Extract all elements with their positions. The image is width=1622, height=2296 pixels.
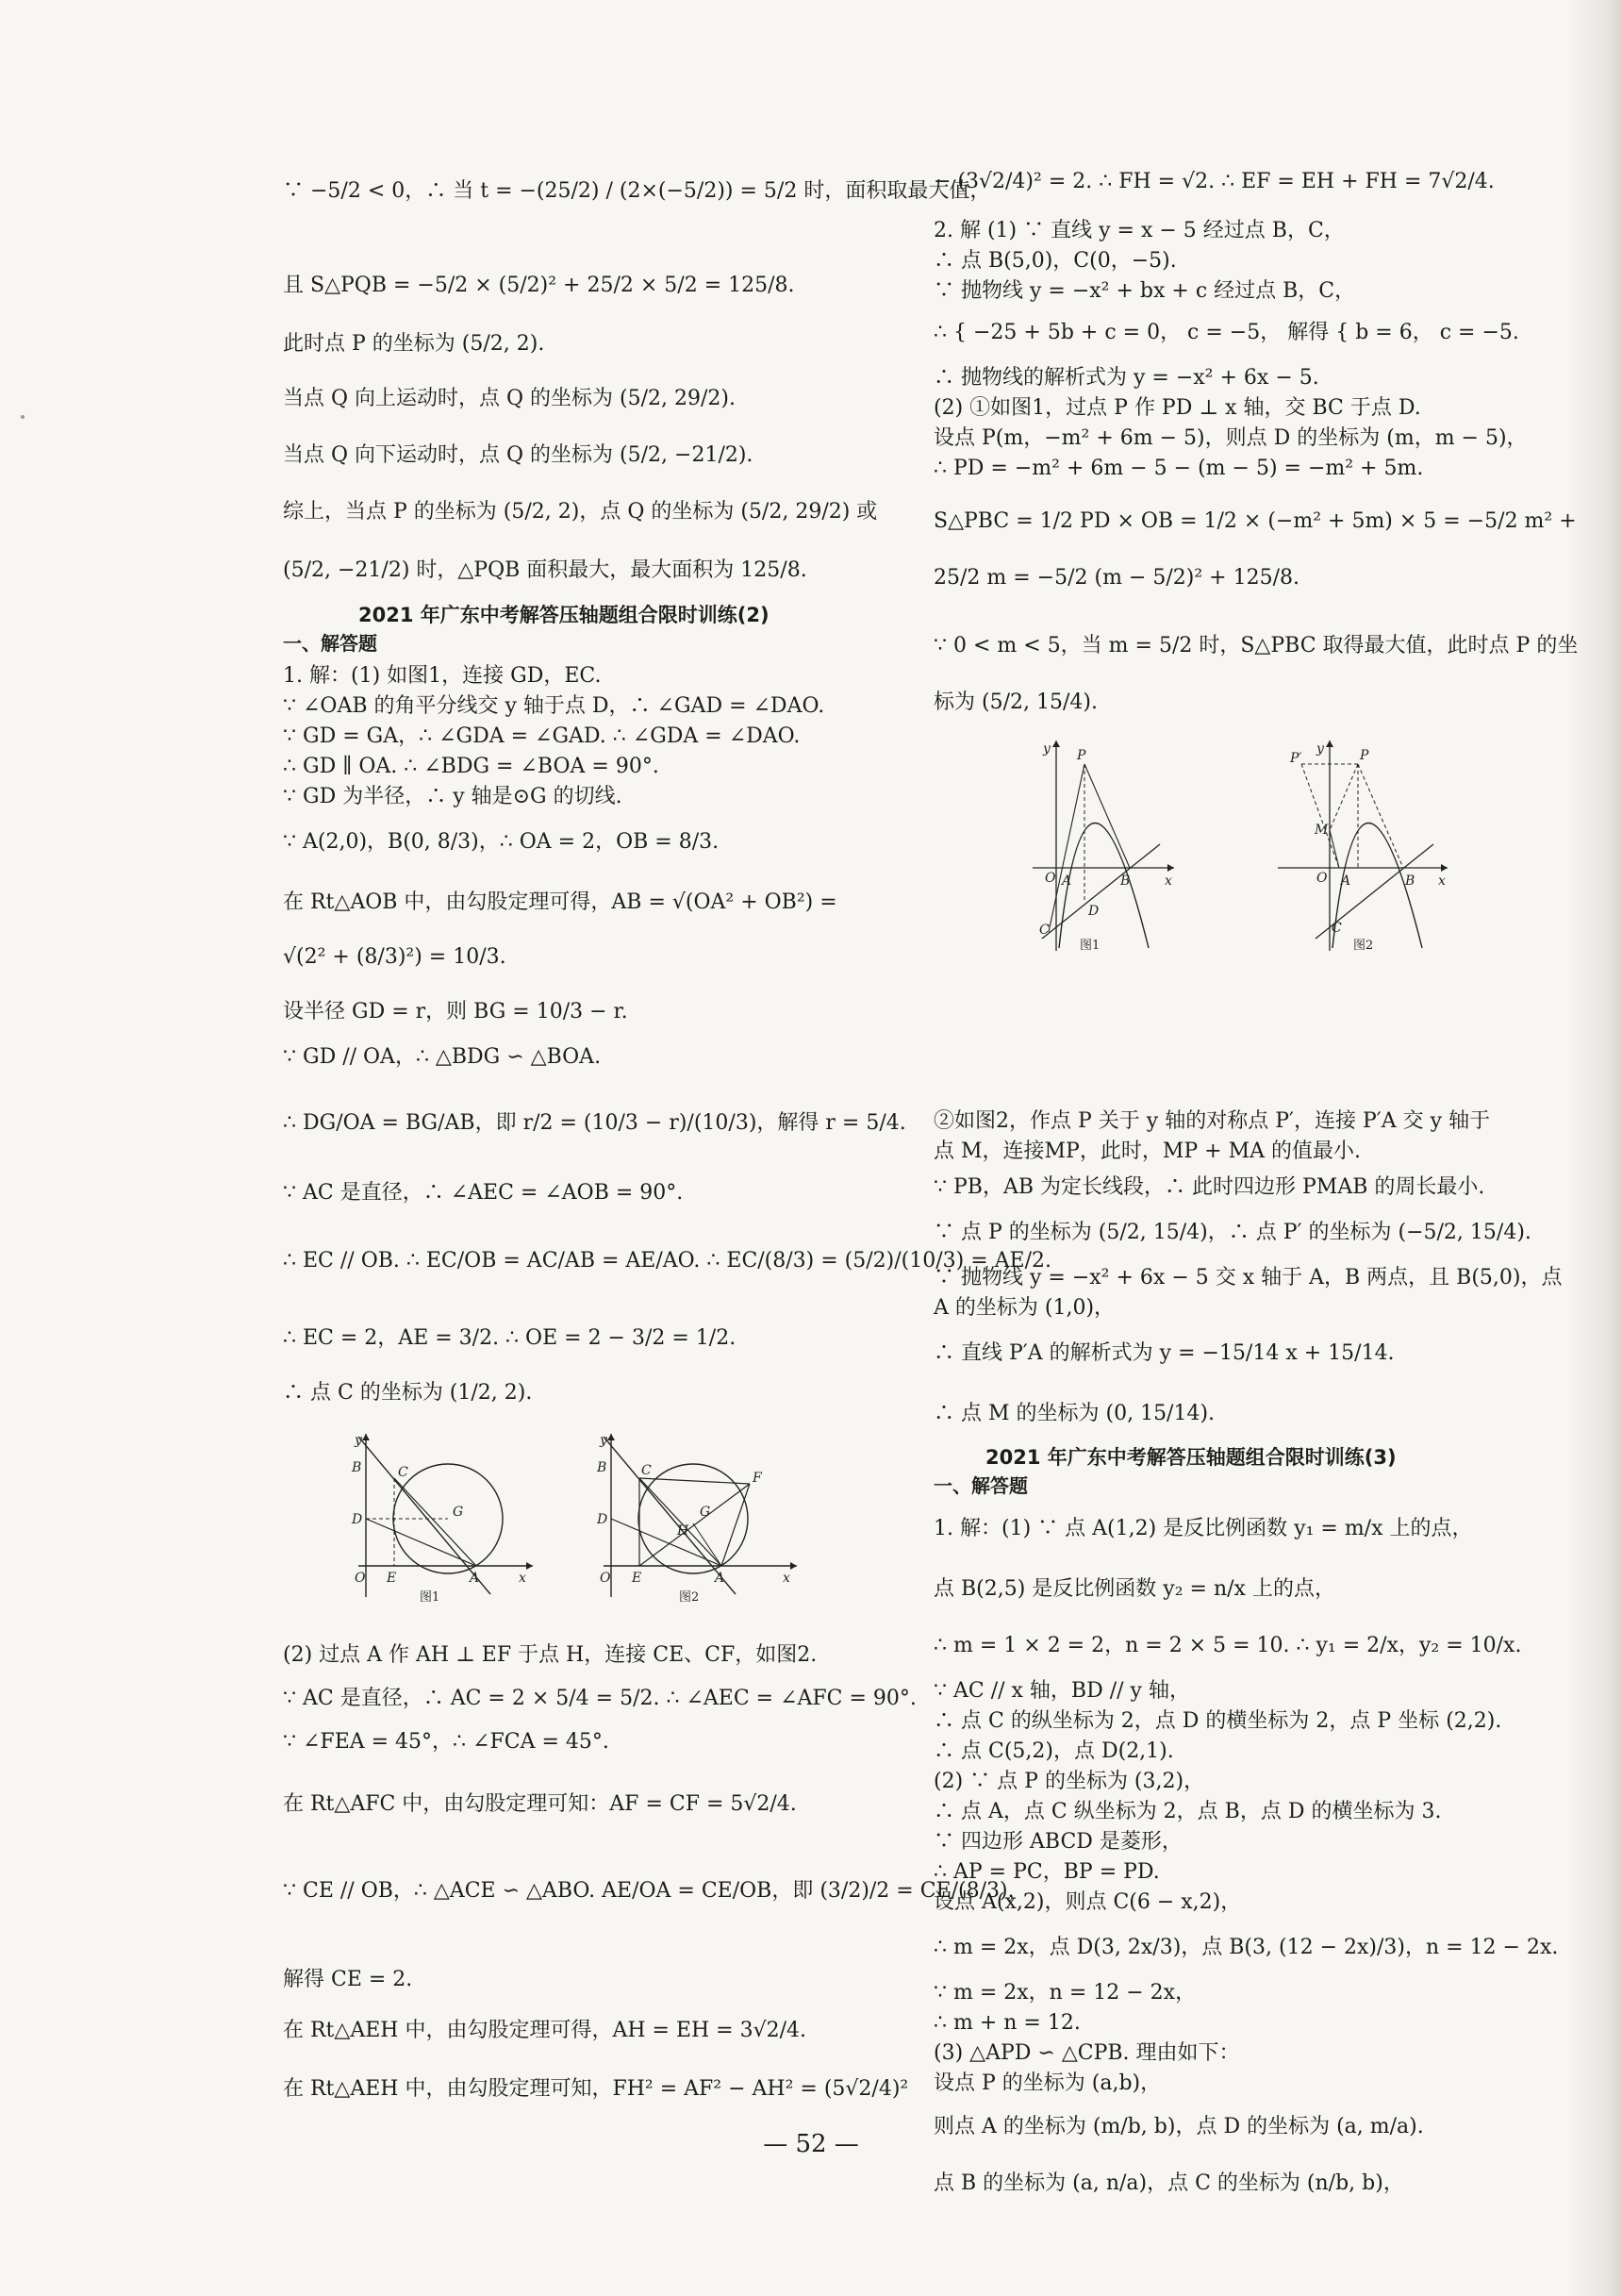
text-line: (3) △APD ∽ △CPB. 理由如下： [934, 2041, 1240, 2065]
text-line: S△PBC = 1/2 PD × OB = 1/2 × (−m² + 5m) × 5 = −5/2 m² + [934, 509, 1577, 533]
text-line: ∴ GD ∥ OA. ∴ ∠BDG = ∠BOA = 90°. [283, 755, 659, 778]
svg-text:y: y [1316, 741, 1324, 757]
svg-text:H: H [677, 1523, 689, 1539]
text-line: 25/2 m = −5/2 (m − 5/2)² + 125/8. [934, 566, 1299, 590]
text-line: 在 Rt△AOB 中，由勾股定理可得，AB = √(OA² + OB²) = [283, 890, 837, 914]
text-line: 设点 A(x,2)，则点 C(6 − x,2)， [934, 1890, 1242, 1914]
text-line: 设半径 GD = r，则 BG = 10/3 − r. [283, 1000, 628, 1023]
parabola-figure-1 [1028, 736, 1179, 958]
text-line: (2) 过点 A 作 AH ⊥ EF 于点 H，连接 CE、CF，如图2. [283, 1643, 818, 1667]
geometry-figure-1 [349, 1429, 538, 1614]
figure-caption: 图2 [1353, 939, 1374, 953]
svg-text:M: M [1315, 823, 1329, 838]
svg-text:C: C [398, 1465, 408, 1480]
text-line: ∵ AC 是直径，∴ AC = 2 × 5/4 = 5/2. ∴ ∠AEC = ∠AFC = 90°. [283, 1687, 917, 1710]
text-line: 在 Rt△AEH 中，由勾股定理可得，AH = EH = 3√2/4. [283, 2019, 807, 2042]
text-line: 在 Rt△AFC 中，由勾股定理可知：AF = CF = 5√2/4. [283, 1792, 797, 1816]
text-line: ∵ 点 P 的坐标为 (5/2, 15/4)，∴ 点 P′ 的坐标为 (−5/2, 15/4). [934, 1221, 1531, 1244]
text-line: 设点 P 的坐标为 (a,b)， [934, 2071, 1162, 2095]
svg-text:P′: P′ [1290, 751, 1302, 766]
text-line: ∴ 点 M 的坐标为 (0, 15/14). [934, 1402, 1216, 1425]
svg-text:D: D [1088, 904, 1100, 919]
text-line: 点 B(2,5) 是反比例函数 y₂ = n/x 上的点， [934, 1577, 1335, 1601]
text-line: ∴ 抛物线的解析式为 y = −x² + 6x − 5. [934, 366, 1319, 390]
text-line: ∴ m = 2x，点 D(3, 2x/3)，点 B(3, (12 − 2x)/3)，n = 12 − 2x. [934, 1936, 1559, 1959]
scan-speck [21, 415, 25, 419]
svg-text:B: B [597, 1460, 607, 1475]
text-line: ∴ DG/OA = BG/AB，即 r/2 = (10/3 − r)/(10/3)，解得 r = 5/4. [283, 1111, 906, 1135]
svg-text:E: E [387, 1571, 397, 1586]
svg-text:G: G [453, 1505, 464, 1520]
svg-text:A: A [470, 1571, 480, 1586]
text-line: ∴ 点 C 的坐标为 (1/2, 2). [283, 1381, 533, 1405]
text-line: ∴ 直线 P′A 的解析式为 y = −15/14 x + 15/14. [934, 1341, 1395, 1365]
figure-caption: 图1 [420, 1590, 440, 1605]
svg-text:y: y [1043, 741, 1051, 757]
svg-text:C: C [1039, 923, 1050, 938]
text-line: 当点 Q 向上运动时，点 Q 的坐标为 (5/2, 29/2). [283, 387, 736, 410]
text-line: ∵ ∠FEA = 45°，∴ ∠FCA = 45°. [283, 1730, 609, 1754]
text-line: A 的坐标为 (1,0)， [934, 1296, 1116, 1320]
text-line: (2) ∵ 点 P 的坐标为 (3,2)， [934, 1770, 1205, 1793]
text-line: ∴ { −25 + 5b + c = 0， c = −5， 解得 { b = 6， c = −5. [934, 321, 1519, 344]
parabola-figure-2 [1273, 736, 1452, 958]
text-line: ∴ m + n = 12. [934, 2011, 1081, 2035]
section-title: 2021 年广东中考解答压轴题组合限时训练(2) [358, 604, 770, 626]
svg-text:C: C [641, 1463, 652, 1478]
svg-text:B: B [352, 1460, 362, 1475]
svg-text:C: C [1332, 921, 1342, 936]
svg-text:x: x [1438, 873, 1446, 889]
text-line: ∵ AC 是直径，∴ ∠AEC = ∠AOB = 90°. [283, 1181, 684, 1205]
svg-text:x: x [519, 1571, 526, 1586]
text-line: ∵ CE // OB，∴ △ACE ∽ △ABO. AE/OA = CE/OB，即 (3/2)/2 = CE/(8/3)， [283, 1879, 1029, 1903]
text-line: ∵ PB，AB 为定长线段，∴ 此时四边形 PMAB 的周长最小. [934, 1175, 1485, 1199]
text-line: (2) ①如图1，过点 P 作 PD ⊥ x 轴，交 BC 于点 D. [934, 396, 1421, 420]
text-line: 此时点 P 的坐标为 (5/2, 2). [283, 332, 545, 356]
text-line: ∴ EC // OB. ∴ EC/OB = AC/AB = AE/AO. ∴ EC/(8/3) = (5/2)/(10/3) = AE/2. [283, 1249, 1051, 1273]
svg-text:O: O [1045, 871, 1056, 886]
svg-text:A: A [1062, 873, 1072, 889]
svg-text:P: P [1360, 748, 1369, 763]
text-line: ∵ ∠OAB 的角平分线交 y 轴于点 D，∴ ∠GAD = ∠DAO. [283, 694, 825, 718]
svg-text:P: P [1077, 748, 1086, 763]
svg-text:x: x [783, 1571, 790, 1586]
text-line: − (3√2/4)² = 2. ∴ FH = √2. ∴ EF = EH + FH = 7√2/4. [934, 170, 1495, 193]
svg-text:O: O [1316, 871, 1328, 886]
figure-caption: 图1 [1080, 939, 1101, 953]
section-title: 2021 年广东中考解答压轴题组合限时训练(3) [985, 1446, 1397, 1469]
text-line: ∵ AC // x 轴，BD // y 轴， [934, 1679, 1190, 1703]
text-line: ∵ GD // OA，∴ △BDG ∽ △BOA. [283, 1045, 602, 1069]
text-line: ∴ 点 B(5,0)，C(0，−5). [934, 249, 1177, 273]
svg-text:E: E [632, 1571, 642, 1586]
text-line: ∴ 点 C(5,2)，点 D(2,1). [934, 1739, 1174, 1763]
svg-text:x: x [1165, 873, 1172, 889]
text-line: ∵ GD = GA，∴ ∠GDA = ∠GAD. ∴ ∠GDA = ∠DAO. [283, 724, 801, 748]
text-line: 2. 解 (1) ∵ 直线 y = x − 5 经过点 B，C， [934, 219, 1345, 242]
subsection-title: 一、解答题 [934, 1474, 1028, 1497]
figure-caption: 图2 [679, 1590, 700, 1605]
text-line: ∵ GD 为半径，∴ y 轴是⊙G 的切线. [283, 785, 622, 808]
text-line: ∵ A(2,0)，B(0, 8/3)，∴ OA = 2，OB = 8/3. [283, 830, 720, 854]
text-line: ∵ 抛物线 y = −x² + bx + c 经过点 B，C， [934, 279, 1356, 303]
text-line: ∴ EC = 2，AE = 3/2. ∴ OE = 2 − 3/2 = 1/2. [283, 1326, 737, 1350]
text-line: 综上，当点 P 的坐标为 (5/2, 2)，点 Q 的坐标为 (5/2, 29/2) 或 [283, 500, 878, 524]
text-line: 标为 (5/2, 15/4). [934, 690, 1098, 714]
text-line: 解得 CE = 2. [283, 1968, 413, 1991]
text-line: ②如图2，作点 P 关于 y 轴的对称点 P′，连接 P′A 交 y 轴于 [934, 1109, 1491, 1133]
text-line: 点 M，连接MP，此时，MP + MA 的值最小. [934, 1140, 1361, 1163]
text-line: ∴ 点 A，点 C 纵坐标为 2，点 B，点 D 的横坐标为 3. [934, 1800, 1442, 1823]
text-line: 点 B 的坐标为 (a, n/a)，点 C 的坐标为 (n/b, b)， [934, 2171, 1404, 2195]
page-edge-shadow [1565, 0, 1622, 2296]
geometry-figure-2 [594, 1429, 802, 1614]
text-line: 1. 解：(1) 如图1，连接 GD，EC. [283, 664, 602, 688]
svg-text:A: A [1341, 873, 1351, 889]
text-line: ∴ AP = PC，BP = PD. [934, 1860, 1160, 1884]
svg-text:B: B [1120, 873, 1131, 889]
text-line: ∵ 四边形 ABCD 是菱形， [934, 1830, 1183, 1854]
text-line: (5/2, −21/2) 时，△PQB 面积最大，最大面积为 125/8. [283, 558, 807, 582]
svg-text:F: F [753, 1471, 762, 1486]
text-line: ∴ PD = −m² + 6m − 5 − (m − 5) = −m² + 5m. [934, 457, 1424, 480]
svg-text:y: y [600, 1433, 607, 1448]
svg-text:O: O [600, 1571, 611, 1586]
svg-text:A: A [715, 1571, 725, 1586]
text-line: 在 Rt△AEH 中，由勾股定理可知，FH² = AF² − AH² = (5√2/4)² [283, 2077, 909, 2101]
svg-text:B: B [1405, 873, 1415, 889]
text-line: ∵ 0 < m < 5，当 m = 5/2 时，S△PBC 取得最大值，此时点 P 的坐 [934, 634, 1579, 657]
text-line: ∴ m = 1 × 2 = 2，n = 2 × 5 = 10. ∴ y₁ = 2/x，y₂ = 10/x. [934, 1634, 1522, 1657]
text-line: 且 S△PQB = −5/2 × (5/2)² + 25/2 × 5/2 = 125/8. [283, 274, 795, 297]
text-line: ∵ 抛物线 y = −x² + 6x − 5 交 x 轴于 A，B 两点，且 B(5,0)，点 [934, 1266, 1563, 1289]
text-line: 则点 A 的坐标为 (m/b, b)，点 D 的坐标为 (a, m/a). [934, 2115, 1424, 2138]
svg-text:O: O [355, 1571, 366, 1586]
text-line: 当点 Q 向下运动时，点 Q 的坐标为 (5/2, −21/2). [283, 443, 753, 467]
text-line: ∵ m = 2x，n = 12 − 2x， [934, 1981, 1197, 2005]
svg-text:D: D [352, 1512, 363, 1527]
svg-text:y: y [355, 1433, 362, 1448]
text-line: ∵ −5/2 < 0，∴ 当 t = −(25/2) / (2×(−5/2)) = 5/2 时，面积取最大值， [283, 179, 991, 203]
text-line: 1. 解：(1) ∵ 点 A(1,2) 是反比例函数 y₁ = m/x 上的点， [934, 1517, 1473, 1540]
text-line: √(2² + (8/3)²) = 10/3. [283, 945, 506, 969]
svg-text:D: D [597, 1512, 608, 1527]
text-line: ∴ 点 C 的纵坐标为 2，点 D 的横坐标为 2，点 P 坐标 (2,2). [934, 1709, 1502, 1733]
subsection-title: 一、解答题 [283, 632, 377, 655]
page-number: — 52 — [763, 2130, 859, 2158]
svg-text:G: G [700, 1505, 711, 1520]
text-line: 设点 P(m，−m² + 6m − 5)，则点 D 的坐标为 (m，m − 5)， [934, 426, 1528, 450]
